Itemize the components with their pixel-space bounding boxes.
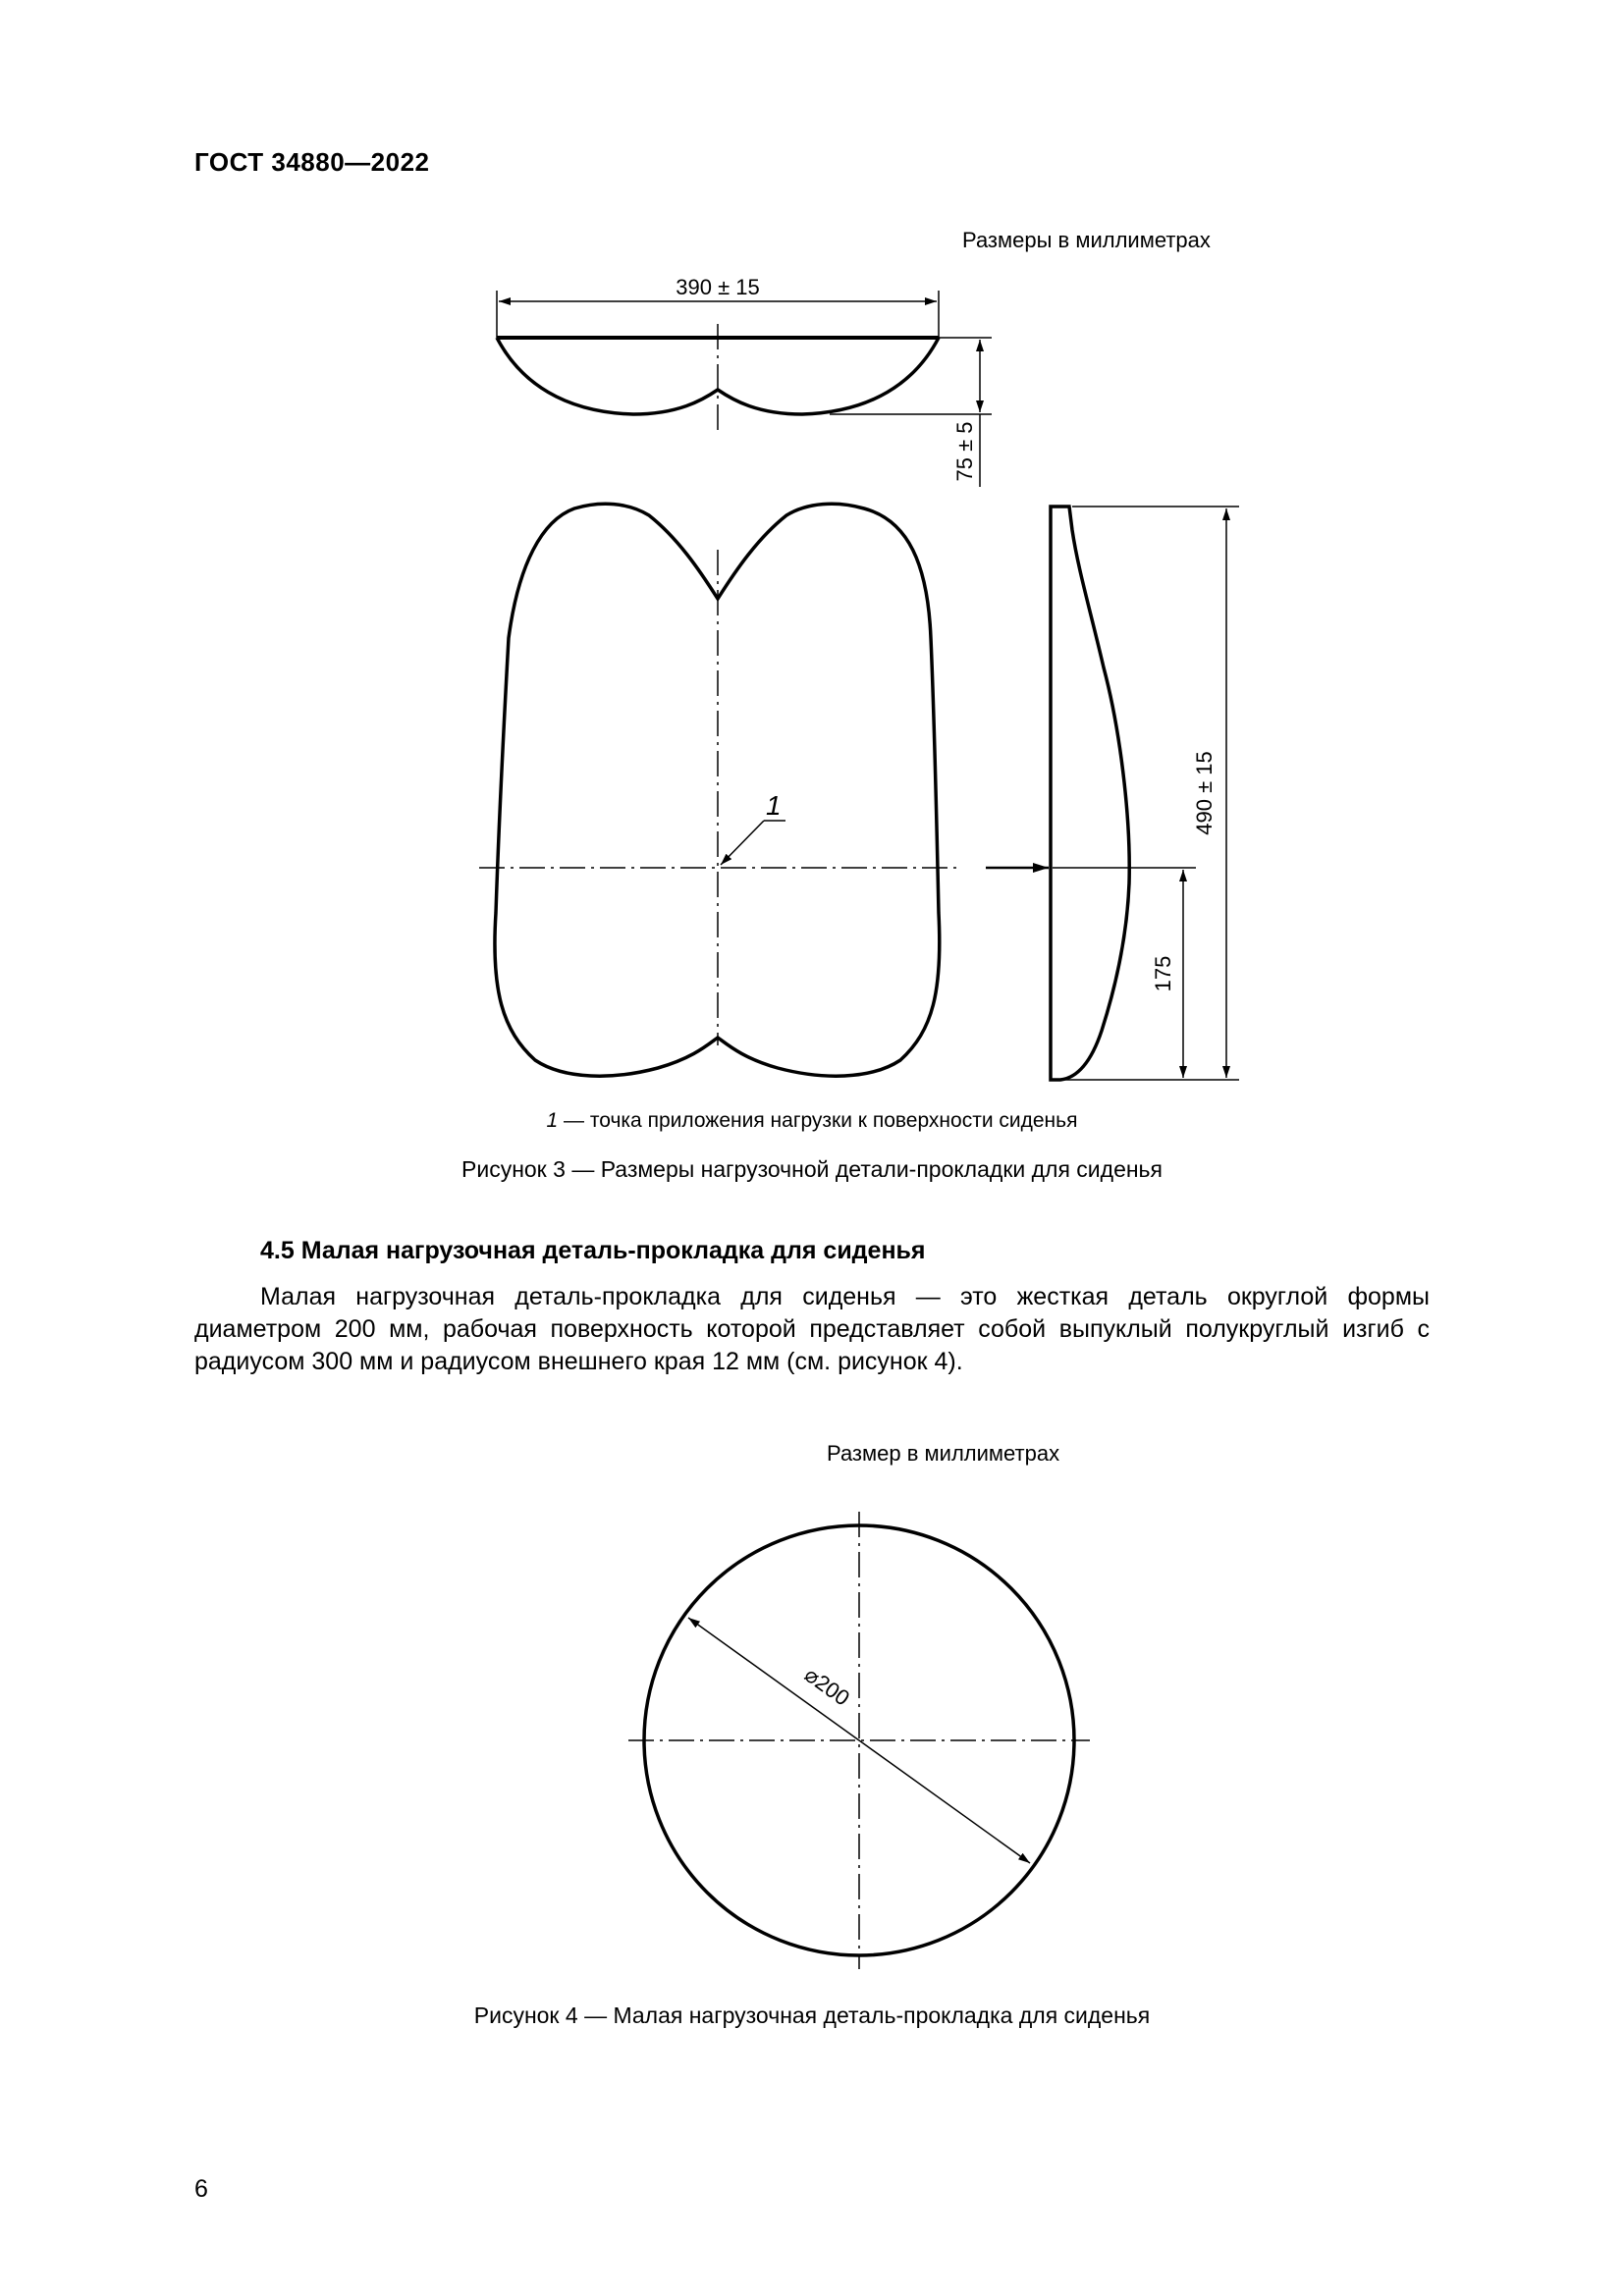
figure3-units-note: Размеры в миллиметрах	[962, 228, 1211, 252]
figure4-diameter-label: ⌀200	[799, 1662, 854, 1711]
figure4-caption: Рисунок 4 — Малая нагрузочная деталь-прокладка для сиденья	[473, 2002, 1151, 2028]
figure3-depth-dimension: 75 ± 5	[952, 421, 977, 482]
figure3-plan-view	[479, 504, 958, 1076]
figure3-legend-text: — точка приложения нагрузки к поверхности сиденья	[558, 1109, 1078, 1132]
section-heading: 4.5 Малая нагрузочная деталь-прокладка для сиденья	[260, 1237, 926, 1264]
figure3-legend	[0, 1109, 1624, 1133]
figure3-width-dimension: 390 ± 15	[676, 275, 760, 299]
figure4-units-note: Размер в миллиметрах	[827, 1441, 1060, 1466]
figure3-load-point-dimension: 175	[1151, 955, 1175, 992]
figure3-length-dimension: 490 ± 15	[1192, 751, 1217, 835]
figure3-caption: Рисунок 3 — Размеры нагрузочной детали-прокладки для сиденья	[461, 1156, 1163, 1182]
figure3-legend-number: 1	[546, 1109, 559, 1132]
section-body-paragraph: Малая нагрузочная деталь-прокладка для сиденья — это жесткая деталь округлой формы диаметром 200 мм, рабочая поверхность которой представляет собой выпуклый полукруглый изгиб с радиусом 300 мм и радиусом внешнего края 12 мм (см. рисунок 4).	[194, 1283, 1430, 1375]
page-number: 6	[194, 2175, 208, 2203]
figure3-callout-label: 1	[766, 790, 782, 821]
figure4-circle-drawing	[628, 1512, 1090, 1969]
figure3-top-view	[497, 291, 992, 487]
document-header: ГОСТ 34880—2022	[194, 147, 430, 177]
